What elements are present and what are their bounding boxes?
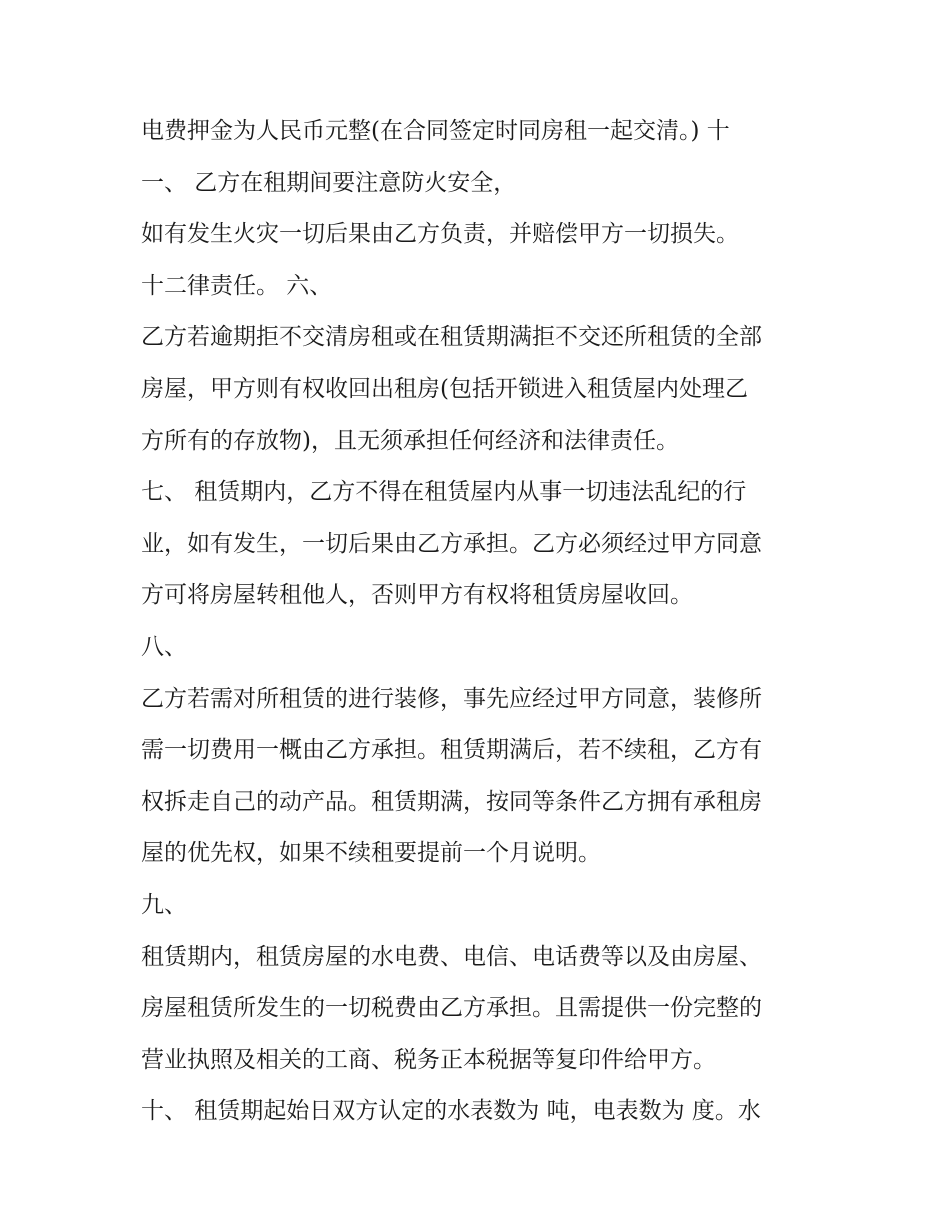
text-line: 十、 租赁期起始日双方认定的水表数为 吨，电表数为 度。水 [141, 1098, 761, 1125]
text-line: 九、 [141, 891, 187, 918]
text-line: 房屋租赁所发生的一切税费由乙方承担。且需提供一份完整的 [141, 995, 762, 1022]
text-line: 业，如有发生，一切后果由乙方承担。乙方必须经过甲方同意 [141, 530, 762, 557]
text-line: 需一切费用一概由乙方承担。租赁期满后，若不续租，乙方有 [141, 737, 762, 764]
text-line: 方可将房屋转租他人，否则甲方有权将租赁房屋收回。 [141, 582, 693, 609]
text-line: 房屋，甲方则有权收回出租房(包括开锁进入租赁屋内处理乙 [141, 375, 748, 402]
text-line: 乙方若需对所租赁的进行装修，事先应经过甲方同意，装修所 [141, 685, 762, 712]
text-line: 十二律责任。 六、 [141, 272, 333, 299]
text-line: 屋的优先权，如果不续租要提前一个月说明。 [141, 840, 601, 867]
text-line: 权拆走自己的动产品。租赁期满，按同等条件乙方拥有承租房 [141, 788, 762, 815]
text-line: 如有发生火灾一切后果由乙方负责，并赔偿甲方一切损失。 [141, 221, 739, 248]
text-line: 方所有的存放物)，且无须承担任何经济和法律责任。 [141, 427, 679, 454]
text-line: 一、 乙方在租期间要注意防火安全， [141, 169, 517, 196]
contract-text-block [141, 106, 831, 1138]
text-line: 租赁期内，租赁房屋的水电费、电信、电话费等以及由房屋、 [141, 943, 762, 970]
text-line: 营业执照及相关的工商、税务正本税据等复印件给甲方。 [141, 1046, 716, 1073]
text-line: 电费押金为人民币元整(在合同签定时同房租一起交清。) 十 [141, 118, 730, 144]
text-line: 八、 [141, 633, 187, 660]
text-line: 乙方若逾期拒不交清房租或在租赁期满拒不交还所租赁的全部 [141, 324, 762, 351]
text-line: 七、 租赁期内，乙方不得在租赁屋内从事一切违法乱纪的行 [141, 479, 747, 506]
